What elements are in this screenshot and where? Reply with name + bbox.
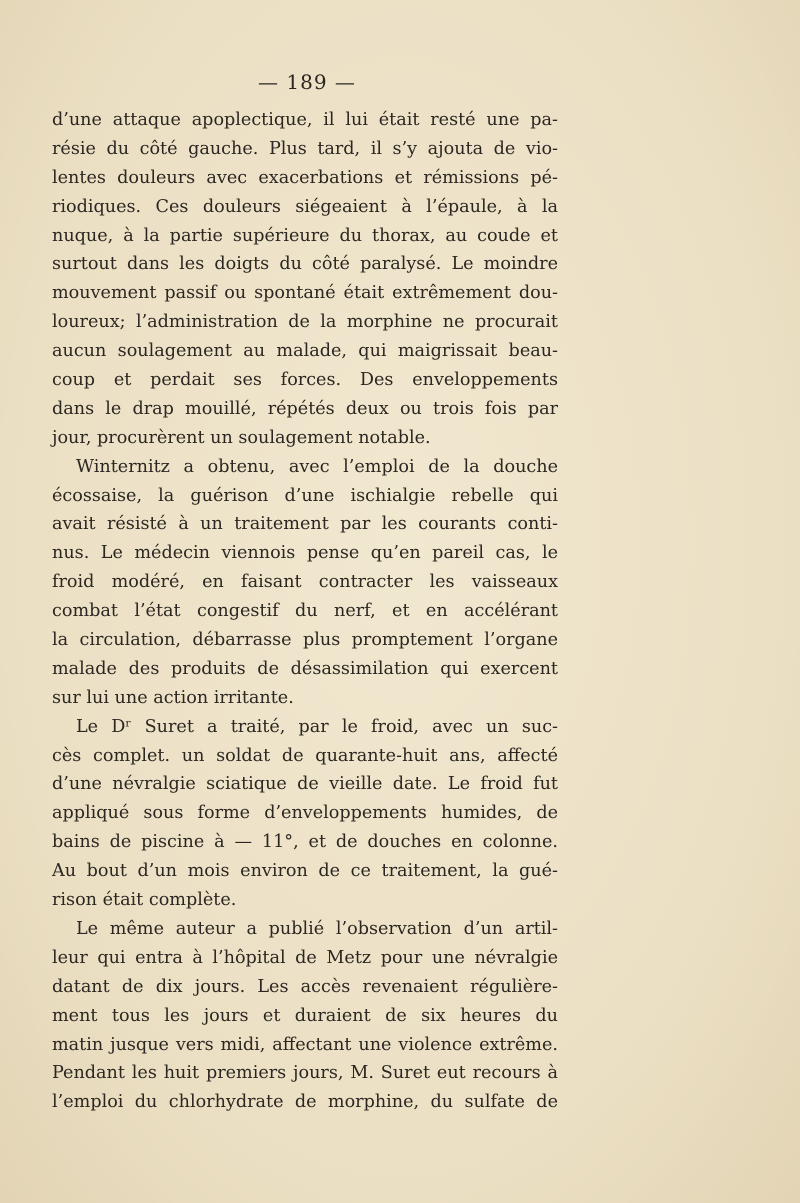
text-line: coup et perdait ses forces. Des enveloppements — [52, 370, 558, 391]
text-line: Winternitz a obtenu, avec l’emploi de la douche — [76, 456, 558, 477]
text-line: Au bout d’un mois environ de ce traitement, la gué- — [52, 861, 558, 882]
text-line: d’une névralgie sciatique de vieille date. Le froid fut — [52, 774, 558, 795]
text-line: sur lui une action irritante. — [52, 687, 294, 708]
page-number: — 189 — — [258, 70, 356, 94]
text-line: malade des produits de désassimilation qui exercent — [52, 658, 558, 679]
text-line: mouvement passif ou spontané était extrêmement dou- — [52, 283, 558, 304]
text-line: matin jusque vers midi, affectant une violence extrême. — [52, 1034, 558, 1055]
text-line: appliqué sous forme d’enveloppements humides, de — [52, 803, 558, 824]
text-line: Le Dʳ Suret a traité, par le froid, avec un suc- — [76, 716, 558, 737]
text-line: jour, procurèrent un soulagement notable. — [52, 427, 431, 448]
text-line: l’emploi du chlorhydrate de morphine, du sulfate de — [52, 1092, 558, 1113]
text-line: écossaise, la guérison d’une ischialgie rebelle qui — [52, 485, 558, 506]
text-line: froid modéré, en faisant contracter les vaisseaux — [52, 572, 558, 593]
text-line: lentes douleurs avec exacerbations et rémissions pé- — [52, 167, 558, 188]
text-line: aucun soulagement au malade, qui maigrissait beau- — [52, 341, 558, 362]
text-line: dans le drap mouillé, répétés deux ou trois fois par — [52, 398, 558, 419]
text-line: d’une attaque apoplectique, il lui était resté une pa- — [52, 110, 558, 130]
text-line: bains de piscine à — 11°, et de douches en colonne. — [52, 832, 558, 853]
text-line: surtout dans les doigts du côté paralysé. Le moindre — [52, 254, 558, 275]
text-line: Pendant les huit premiers jours, M. Suret eut recours à — [52, 1063, 558, 1084]
body-text — [52, 106, 558, 1117]
text-line: datant de dix jours. Les accès revenaient régulière- — [52, 976, 558, 997]
text-line: ment tous les jours et duraient de six heures du — [52, 1005, 558, 1026]
text-line: loureux; l’administration de la morphine ne procurait — [52, 312, 558, 333]
text-line: nus. Le médecin viennois pense qu’en pareil cas, le — [52, 543, 558, 564]
text-line: leur qui entra à l’hôpital de Metz pour une névralgie — [52, 947, 558, 968]
text-line: combat l’état congestif du nerf, et en accélérant — [52, 601, 558, 622]
text-line: avait résisté à un traitement par les courants conti- — [52, 514, 558, 535]
text-line: nuque, à la partie supérieure du thorax, au coude et — [52, 225, 558, 246]
text-line: riodiques. Ces douleurs siégeaient à l’épaule, à la — [52, 196, 558, 217]
text-line: la circulation, débarrasse plus promptement l’organe — [52, 630, 558, 651]
text-line: Le même auteur a publié l’observation d’un artil- — [76, 918, 558, 939]
text-line: rison était complète. — [52, 890, 237, 911]
text-line: résie du côté gauche. Plus tard, il s’y ajouta de vio- — [52, 138, 558, 159]
text-line: cès complet. un soldat de quarante-huit ans, affecté — [52, 745, 558, 766]
